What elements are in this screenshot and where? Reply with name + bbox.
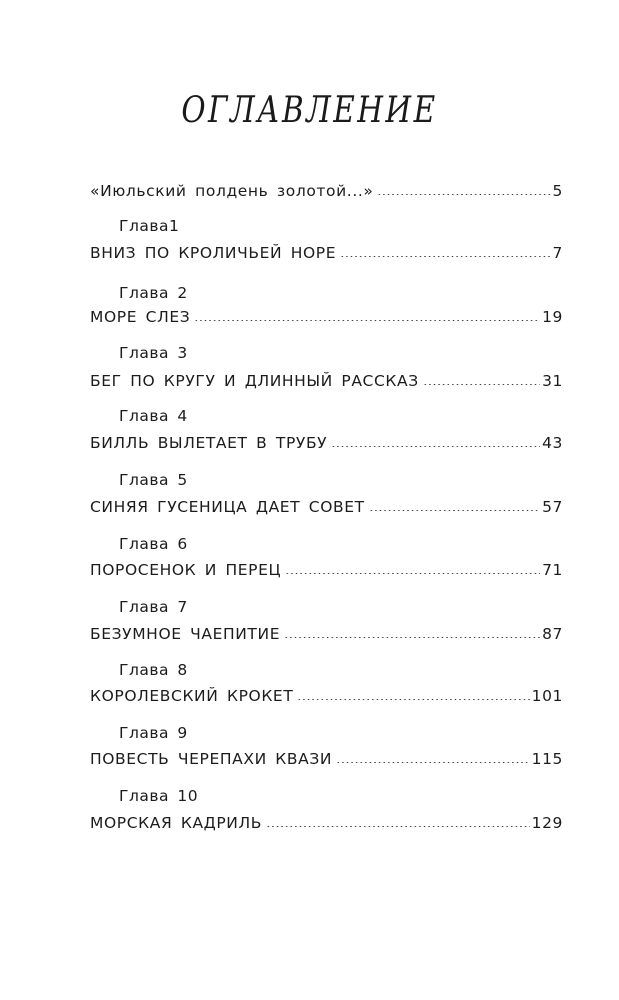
dot-leader xyxy=(284,627,540,639)
toc-entry-title: МОРСКАЯ КАДРИЛЬ xyxy=(90,814,262,832)
dot-leader xyxy=(340,246,550,258)
dot-leader xyxy=(369,500,540,512)
toc-entry-chapter-9[interactable] xyxy=(90,749,563,769)
toc-page-number: 7 xyxy=(552,244,563,262)
toc-entry-title: ПОРОСЕНОК И ПЕРЕЦ xyxy=(90,561,282,579)
toc-page-number: 31 xyxy=(542,372,563,390)
chapter-label: Глава 7 xyxy=(119,598,188,616)
dot-leader xyxy=(297,689,529,701)
toc-page-number: 5 xyxy=(552,182,563,200)
toc-page-number: 57 xyxy=(542,498,563,516)
toc-entry-chapter-3[interactable] xyxy=(90,371,563,391)
toc-entry-title: «Июльский полдень золотой...» xyxy=(90,182,374,200)
chapter-label: Глава 8 xyxy=(119,661,188,679)
chapter-label: Глава 10 xyxy=(119,787,199,805)
dot-leader xyxy=(285,563,540,575)
chapter-label: Глава 4 xyxy=(119,407,188,425)
dot-leader xyxy=(194,310,540,322)
chapter-label: Глава 5 xyxy=(119,471,188,489)
toc-entry-title: СИНЯЯ ГУСЕНИЦА ДАЕТ СОВЕТ xyxy=(90,498,365,516)
toc-entry-chapter-8[interactable] xyxy=(90,686,563,706)
toc-entry-title: БИЛЛЬ ВЫЛЕТАЕТ В ТРУБУ xyxy=(90,434,328,452)
dot-leader xyxy=(336,752,530,764)
page-title: ОГЛАВЛЕНИЕ xyxy=(181,90,438,132)
chapter-label: Глава 3 xyxy=(119,344,188,362)
toc-entry-chapter-5[interactable] xyxy=(90,497,563,517)
toc-page-number: 71 xyxy=(542,561,563,579)
toc-page-number: 129 xyxy=(531,814,563,832)
toc-page-number: 115 xyxy=(531,750,563,768)
chapter-label: Глава 6 xyxy=(119,535,188,553)
toc-entry-chapter-4[interactable] xyxy=(90,433,563,453)
toc-entry-title: ВНИЗ ПО КРОЛИЧЬЕЙ НОРЕ xyxy=(90,244,337,262)
toc-page-number: 87 xyxy=(542,625,563,643)
toc-page-number: 43 xyxy=(542,434,563,452)
toc-entry-chapter-7[interactable] xyxy=(90,624,563,644)
toc-page-number: 19 xyxy=(542,308,563,326)
dot-leader xyxy=(423,374,540,386)
dot-leader xyxy=(266,816,530,828)
toc-entry-prologue[interactable] xyxy=(90,181,563,201)
toc-entry-title: КОРОЛЕВСКИЙ КРОКЕТ xyxy=(90,687,294,705)
toc-entry-title: МОРЕ СЛЕЗ xyxy=(90,308,191,326)
dot-leader xyxy=(377,184,550,196)
toc-page-number: 101 xyxy=(531,687,563,705)
toc-entry-chapter-6[interactable] xyxy=(90,560,563,580)
chapter-label: Глава1 xyxy=(119,217,180,235)
toc-entry-chapter-10[interactable] xyxy=(90,813,563,833)
dot-leader xyxy=(331,436,540,448)
toc-entry-title: БЕГ ПО КРУГУ И ДЛИННЫЙ РАССКАЗ xyxy=(90,372,419,390)
toc-entry-title: ПОВЕСТЬ ЧЕРЕПАХИ КВАЗИ xyxy=(90,750,333,768)
chapter-label: Глава 9 xyxy=(119,724,188,742)
toc-entry-title: БЕЗУМНОЕ ЧАЕПИТИЕ xyxy=(90,625,281,643)
toc-entry-chapter-1[interactable] xyxy=(90,243,563,263)
toc-entry-chapter-2[interactable] xyxy=(90,307,563,327)
chapter-label: Глава 2 xyxy=(119,284,188,302)
